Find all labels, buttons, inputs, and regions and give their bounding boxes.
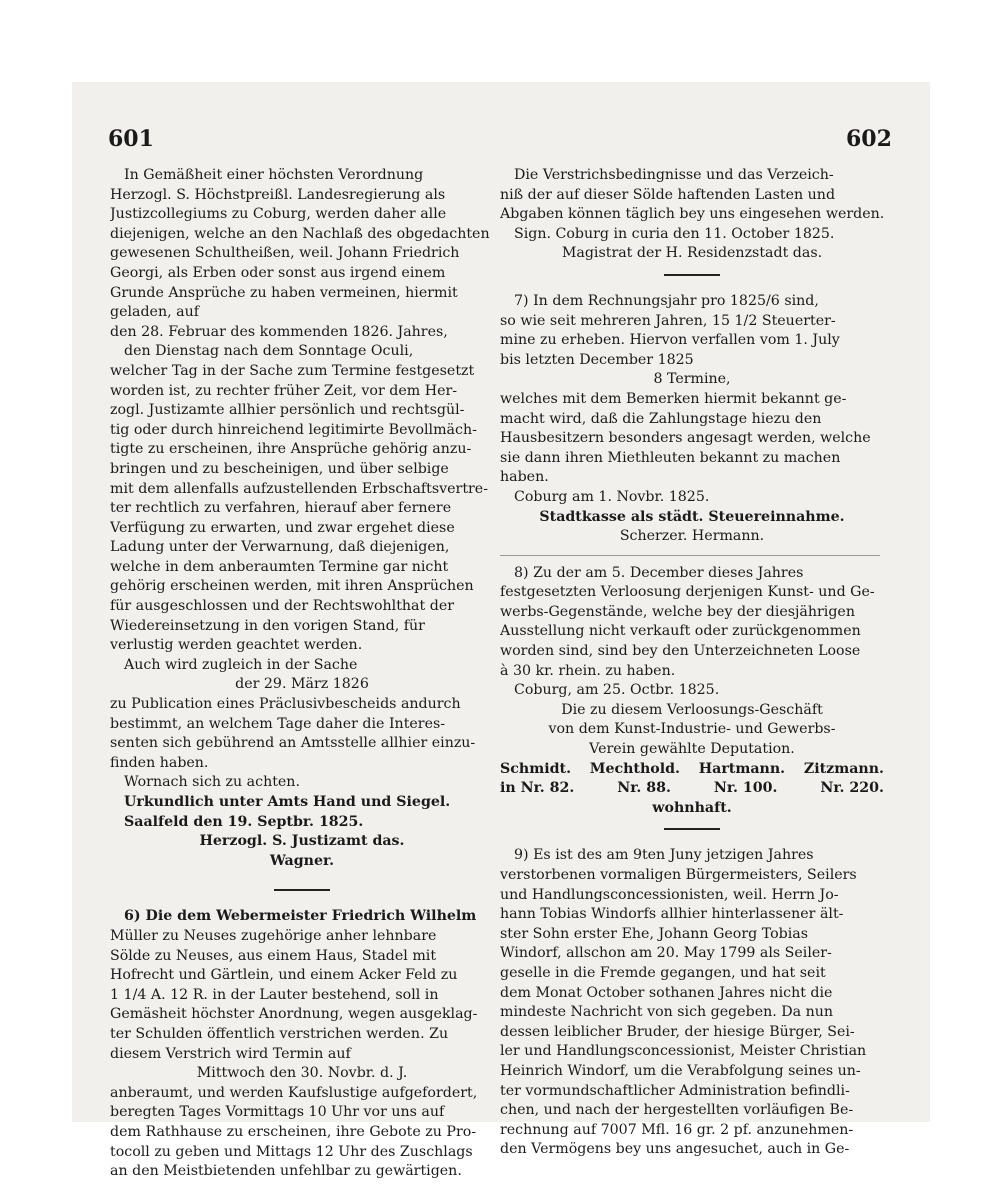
deputy-name: Hartmann. bbox=[698, 760, 786, 777]
text-line: worden sind, sind bey den Unterzeichneten Loose bbox=[500, 643, 861, 660]
text-line: tigte zu erscheinen, ihre Ansprüche gehörig anzu- bbox=[110, 441, 472, 458]
left-column bbox=[110, 166, 494, 1182]
page-number-left: 601 bbox=[108, 126, 154, 152]
right-column bbox=[500, 166, 884, 1160]
text-line: 7) In dem Rechnungsjahr pro 1825/6 sind, bbox=[514, 292, 819, 309]
text-line: 6) Die dem Webermeister Friedrich Wilhelm bbox=[124, 908, 477, 925]
text-line: den Dienstag nach dem Sonntage Oculi, bbox=[124, 343, 414, 360]
text-line: Georgi, als Erben oder sonst aus irgend einem bbox=[110, 264, 446, 281]
text-line: bringen und zu bescheinigen, und über selbige bbox=[110, 460, 449, 477]
deputy-numbers-row bbox=[500, 779, 884, 799]
text-line: tig oder durch hinreichend legitimirte Bevollmäch- bbox=[110, 421, 477, 438]
text-line: Sölde zu Neuses, aus einem Haus, Stadel mit bbox=[110, 947, 437, 964]
date-line: den 28. Februar des kommenden 1826. Jahres, bbox=[110, 323, 448, 340]
text-line: geselle in die Fremde gegangen, und hat seit bbox=[500, 964, 826, 981]
text-line: gehörig erscheinen werden, mit ihren Ansprüchen bbox=[110, 578, 474, 595]
date-line: Mittwoch den 30. Novbr. d. J. bbox=[196, 1065, 408, 1082]
text-line: tocoll zu geben und Mittags 12 Uhr des Zuschlags bbox=[110, 1143, 473, 1160]
text-line: niß der auf dieser Sölde haftenden Lasten und bbox=[500, 186, 836, 203]
text-line: mindeste Nachricht von sich gegeben. Da nun bbox=[500, 1004, 834, 1021]
resident-label: wohnhaft. bbox=[652, 799, 732, 816]
place-date-line: Saalfeld den 19. Septbr. 1825. bbox=[124, 813, 364, 830]
text-line: Justizcollegiums zu Coburg, werden daher alle bbox=[110, 206, 447, 223]
text-line: Abgaben können täglich bey uns eingesehen werden. bbox=[500, 206, 884, 223]
text-line: Hausbesitzern besonders angesagt werden, welche bbox=[500, 430, 871, 447]
text-line: Grunde Ansprüche zu haben vermeinen, hiermit bbox=[110, 284, 458, 301]
text-line: finden haben. bbox=[110, 754, 209, 771]
text-line: 8) Zu der am 5. December dieses Jahres bbox=[514, 564, 804, 581]
text-line: den Vermögens bey uns angesuchet, auch in Ge- bbox=[500, 1141, 850, 1158]
text-line: dem Rathhause zu erscheinen, ihre Gebote zu Pro- bbox=[110, 1123, 477, 1140]
text-line: für ausgeschlossen und der Rechtswohlthat der bbox=[110, 598, 454, 615]
section-divider bbox=[500, 555, 880, 556]
text-line: verlustig werden geachtet werden. bbox=[110, 637, 363, 654]
date-line: der 29. März 1826 bbox=[235, 676, 369, 693]
text-line: zu Publication eines Präclusivbescheids andurch bbox=[110, 696, 461, 713]
text-line: hann Tobias Windorfs allhier hinterlassener ält- bbox=[500, 906, 844, 923]
text-line: Verfügung zu erwarten, und zwar ergehet diese bbox=[110, 519, 455, 536]
page-number-right: 602 bbox=[846, 126, 892, 152]
text-line: 8 Termine, bbox=[653, 371, 731, 388]
text-line: dessen leiblicher Bruder, der hiesige Bürger, Sei- bbox=[500, 1023, 855, 1040]
text-line: welcher Tag in der Sache zum Termine festgesetzt bbox=[110, 362, 475, 379]
text-line: Wornach sich zu achten. bbox=[124, 774, 300, 791]
text-line: festgesetzten Verloosung derjenigen Kunst- und Ge- bbox=[500, 584, 875, 601]
text-line: geladen, auf bbox=[110, 304, 199, 321]
text-line: à 30 kr. rhein. zu haben. bbox=[500, 662, 676, 679]
text-line: dem Monat October sothanen Jahres nicht die bbox=[500, 984, 833, 1001]
text-line: Gemäsheit höchster Anordnung, wegen ausgeklag- bbox=[110, 1006, 478, 1023]
text-line: In Gemäßheit einer höchsten Verordnung bbox=[124, 167, 424, 183]
signature-line: Verein gewählte Deputation. bbox=[589, 741, 795, 758]
text-line: Urkundlich unter Amts Hand und Siegel. bbox=[124, 794, 451, 810]
text-line: Auch wird zugleich in der Sache bbox=[124, 656, 358, 673]
text-line: Ausstellung nicht verkauft oder zurückgenommen bbox=[500, 623, 861, 640]
section-divider bbox=[664, 828, 720, 830]
text-line: sie dann ihren Miethleuten bekannt zu machen bbox=[500, 449, 841, 466]
text-line: so wie seit mehreren Jahren, 15 1/2 Steuerter- bbox=[500, 312, 836, 329]
place-date-line: Sign. Coburg in curia den 11. October 1825. bbox=[514, 225, 835, 242]
text-line: Windorf, allschon am 20. May 1799 als Seiler- bbox=[500, 945, 832, 962]
signature-names: Scherzer. Hermann. bbox=[619, 528, 765, 545]
text-line: Heinrich Windorf, um die Verabfolgung seines un- bbox=[500, 1062, 861, 1079]
section-divider bbox=[664, 274, 720, 276]
text-line: welches mit dem Bemerken hiermit bekannt ge- bbox=[500, 390, 847, 407]
section-divider bbox=[274, 889, 330, 891]
text-line: zogl. Justizamte allhier persönlich und rechtsgül- bbox=[110, 402, 465, 419]
text-line: ter rechtlich zu verfahren, hierauf aber fernere bbox=[110, 500, 452, 517]
house-number: Nr. 220. bbox=[820, 780, 884, 797]
signature-office: Stadtkasse als städt. Steuereinnahme. bbox=[539, 508, 845, 525]
deputy-name: Schmidt. bbox=[500, 760, 572, 777]
signature-line: Die zu diesem Verloosungs-Geschäft bbox=[561, 701, 823, 718]
text-line: rechnung auf 7007 Mfl. 16 gr. 2 pf. anzunehmen- bbox=[500, 1121, 854, 1138]
text-line: Die Verstrichsbedingnisse und das Verzeich- bbox=[514, 167, 834, 183]
text-line: an den Meistbietenden unfehlbar zu gewärtigen. bbox=[110, 1163, 462, 1180]
text-line: mit dem allenfalls aufzustellenden Erbschaftsvertre- bbox=[110, 480, 488, 497]
text-line: Hofrecht und Gärtlein, und einem Acker Feld zu bbox=[110, 967, 458, 984]
place-date-line: Coburg, am 25. Octbr. 1825. bbox=[514, 682, 720, 699]
text-line: 9) Es ist des am 9ten Juny jetzigen Jahres bbox=[514, 847, 814, 864]
text-line: ler und Handlungsconcessionist, Meister Christian bbox=[500, 1043, 867, 1060]
text-line: Ladung unter der Verwarnung, daß diejenigen, bbox=[110, 539, 450, 556]
text-line: ster Sohn erster Ehe, Johann Georg Tobias bbox=[500, 925, 808, 942]
text-line: diesem Verstrich wird Termin auf bbox=[110, 1045, 351, 1062]
text-line: beregten Tages Vormittags 10 Uhr vor uns auf bbox=[110, 1104, 445, 1121]
signature-name: Wagner. bbox=[269, 852, 335, 869]
text-line: Müller zu Neuses zugehörige anher lehnbare bbox=[110, 927, 437, 944]
text-line: werbs-Gegenstände, welche bey der diesjährigen bbox=[500, 603, 855, 620]
text-line: gewesenen Schultheißen, weil. Johann Friedrich bbox=[110, 245, 460, 262]
signature-line: von dem Kunst-Industrie- und Gewerbs- bbox=[548, 721, 836, 738]
text-line: mine zu erheben. Hiervon verfallen vom 1. July bbox=[500, 332, 840, 349]
text-line: senten sich gebührend an Amtsstelle allhier einzu- bbox=[110, 735, 476, 752]
deputy-names-row bbox=[500, 760, 884, 780]
text-line: chen, und nach der hergestellten vorläufigen Be- bbox=[500, 1102, 854, 1119]
text-line: verstorbenen vormaligen Bürgermeisters, Seilers bbox=[500, 867, 857, 883]
place-date-line: Coburg am 1. Novbr. 1825. bbox=[514, 488, 710, 505]
text-line: 1 1/4 A. 12 R. in der Lauter bestehend, soll in bbox=[110, 986, 439, 1003]
text-line: macht wird, daß die Zahlungstage hiezu den bbox=[500, 410, 822, 427]
text-line: welche in dem anberaumten Termine gar nicht bbox=[110, 558, 449, 575]
deputy-name: Mechthold. bbox=[589, 760, 680, 777]
text-line: diejenigen, welche an den Nachlaß des obgedachten bbox=[110, 225, 490, 242]
text-line: bestimmt, an welchem Tage daher die Interes- bbox=[110, 715, 446, 732]
text-line: Wiedereinsetzung in den vorigen Stand, für bbox=[110, 617, 425, 634]
text-line: anberaumt, und werden Kaufslustige aufgefordert, bbox=[110, 1084, 478, 1101]
text-line: worden ist, zu rechter früher Zeit, vor dem Her- bbox=[110, 382, 458, 399]
text-line: Herzogl. S. Höchstpreißl. Landesregierung als bbox=[110, 186, 446, 203]
signature-office: Herzogl. S. Justizamt das. bbox=[199, 833, 405, 850]
signature-office: Magistrat der H. Residenzstadt das. bbox=[561, 245, 823, 262]
text-line: ter Schulden öffentlich verstrichen werden. Zu bbox=[110, 1025, 449, 1042]
house-number: Nr. 100. bbox=[713, 780, 778, 797]
text-line: ter vormundschaftlicher Administration befindli- bbox=[500, 1082, 850, 1099]
house-number: Nr. 88. bbox=[617, 780, 671, 797]
text-line: und Handlungsconcessionisten, weil. Herrn Jo- bbox=[500, 886, 839, 903]
deputy-name: Zitzmann. bbox=[803, 760, 884, 777]
text-line: haben. bbox=[500, 469, 549, 486]
text-line: bis letzten December 1825 bbox=[500, 351, 694, 368]
house-number: in Nr. 82. bbox=[500, 780, 575, 797]
